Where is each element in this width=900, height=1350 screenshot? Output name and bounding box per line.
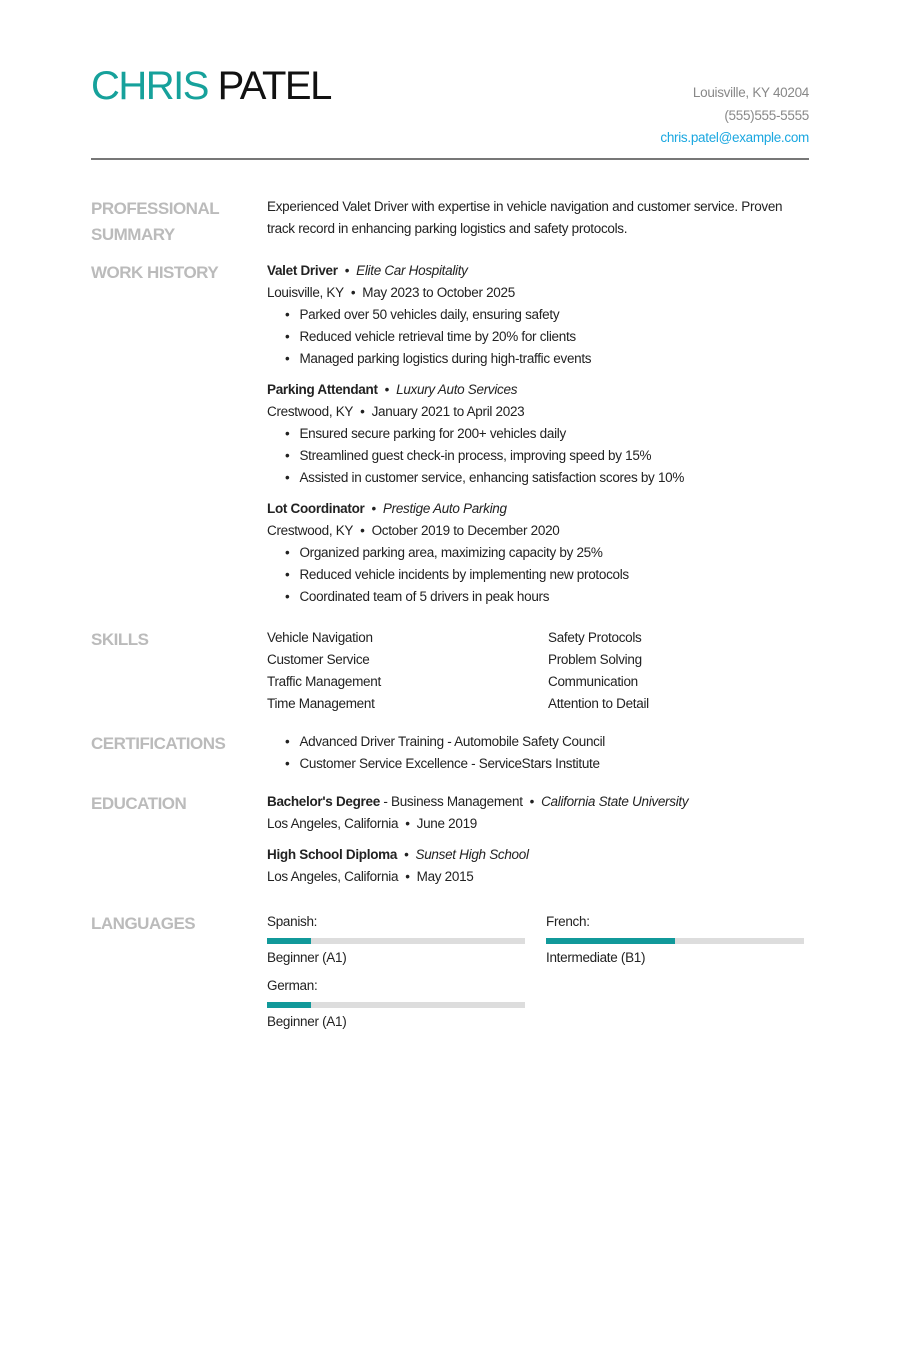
separator-dot: • — [404, 847, 409, 862]
proficiency-bar — [546, 938, 804, 944]
education-entry — [267, 791, 809, 835]
skill-item: Traffic Management — [267, 674, 381, 689]
education-meta — [267, 866, 809, 888]
separator-dot: • — [529, 794, 535, 809]
language-item — [267, 975, 525, 1033]
work-history-section — [91, 260, 809, 617]
separator-dot: • — [350, 285, 356, 300]
certifications-section — [91, 731, 809, 775]
job-heading — [267, 498, 809, 520]
skills-list — [267, 627, 809, 715]
language-level: Beginner (A1) — [267, 950, 347, 965]
job-dates: May 2023 to October 2025 — [362, 285, 515, 300]
bullet-item: • Coordinated team of 5 drivers in peak hours — [285, 586, 809, 608]
summary-section — [91, 196, 809, 248]
degree: Bachelor's Degree — [267, 794, 380, 809]
job-title: Parking Attendant — [267, 382, 378, 397]
bullet-item: • Assisted in customer service, enhancing satisfaction scores by 10% — [285, 467, 809, 489]
proficiency-fill — [267, 1002, 311, 1008]
jobs-list — [267, 260, 809, 617]
location: Louisville, KY 40204 — [692, 85, 809, 100]
languages-section — [91, 911, 809, 1033]
job-title: Valet Driver — [267, 263, 338, 278]
company-name: Luxury Auto Services — [396, 382, 518, 397]
bullet-item: • Parked over 50 vehicles daily, ensuring safety — [285, 304, 809, 326]
language-name: French: — [546, 914, 590, 929]
job-location: Crestwood, KY — [267, 404, 354, 419]
company-name: Elite Car Hospitality — [356, 263, 468, 278]
job-dates: January 2021 to April 2023 — [371, 404, 525, 419]
separator-dot: • — [405, 869, 410, 884]
school-name: Sunset High School — [415, 847, 529, 862]
skills-section — [91, 627, 809, 715]
language-level: Beginner (A1) — [267, 1014, 347, 1029]
skill-item: Communication — [548, 674, 638, 689]
bullet-item: • Managed parking logistics during high-traffic events — [285, 348, 809, 370]
job-bullets — [267, 304, 809, 370]
skill-item: Problem Solving — [548, 652, 642, 667]
education-list — [267, 791, 809, 897]
field-of-study: - Business Management — [379, 794, 523, 809]
job-bullets — [267, 423, 809, 489]
contact-info — [660, 82, 809, 150]
language-level: Intermediate (B1) — [546, 950, 646, 965]
skill-item: Safety Protocols — [548, 630, 642, 645]
languages-list — [267, 911, 809, 1033]
bullet-item: • Ensured secure parking for 200+ vehicles daily — [285, 423, 809, 445]
language-name: Spanish: — [267, 914, 318, 929]
first-name: CHRIS — [91, 64, 208, 108]
section-label: CERTIFICATIONS — [91, 734, 226, 753]
language-item — [267, 911, 525, 969]
job-entry — [267, 379, 809, 489]
skill-item: Attention to Detail — [548, 696, 649, 711]
job-entry — [267, 260, 809, 370]
last-name: PATEL — [217, 64, 331, 108]
proficiency-fill — [546, 938, 675, 944]
education-heading — [267, 844, 809, 866]
language-item — [546, 911, 804, 969]
job-meta — [267, 401, 809, 423]
separator-dot: • — [384, 382, 390, 397]
section-label: LANGUAGES — [91, 914, 196, 933]
proficiency-bar — [267, 1002, 525, 1008]
graduation-date: June 2019 — [416, 816, 477, 831]
skill-item: Vehicle Navigation — [267, 630, 373, 645]
email-link[interactable]: chris.patel@example.com — [660, 130, 809, 145]
job-title: Lot Coordinator — [267, 501, 365, 516]
section-label: SKILLS — [91, 630, 149, 649]
job-location: Crestwood, KY — [267, 523, 354, 538]
candidate-name — [91, 62, 331, 110]
education-section — [91, 791, 809, 897]
job-meta — [267, 282, 809, 304]
separator-dot: • — [344, 263, 350, 278]
separator-dot: • — [371, 501, 376, 516]
section-label: EDUCATION — [91, 794, 187, 813]
summary-text: Experienced Valet Driver with expertise in vehicle navigation and customer service. Proven track record in enhancing parking logistics and safety protocols. — [267, 199, 783, 236]
proficiency-fill — [267, 938, 311, 944]
education-heading — [267, 791, 809, 813]
separator-dot: • — [360, 523, 365, 538]
job-dates: October 2019 to December 2020 — [371, 523, 560, 538]
job-heading — [267, 260, 809, 282]
separator-dot: • — [405, 816, 410, 831]
section-label: PROFESSIONAL SUMMARY — [91, 199, 219, 244]
education-entry — [267, 844, 809, 888]
certifications-list — [267, 731, 809, 775]
skill-item: Time Management — [267, 696, 375, 711]
company-name: Prestige Auto Parking — [382, 501, 507, 516]
separator-dot: • — [360, 404, 365, 419]
phone: (555)555-5555 — [724, 107, 809, 123]
certification-item: • Advanced Driver Training - Automobile Safety Council — [285, 731, 809, 753]
resume-page — [91, 0, 809, 1033]
education-location: Los Angeles, California — [267, 869, 399, 884]
job-heading — [267, 379, 809, 401]
bullet-item: • Streamlined guest check-in process, improving speed by 15% — [285, 445, 809, 467]
school-name: California State University — [541, 794, 689, 809]
language-name: German: — [267, 978, 318, 993]
job-location: Louisville, KY — [267, 285, 344, 300]
job-entry — [267, 498, 809, 608]
degree: High School Diploma — [267, 847, 398, 862]
job-meta — [267, 520, 809, 542]
bullet-item: • Reduced vehicle retrieval time by 20% for clients — [285, 326, 809, 348]
education-meta — [267, 813, 809, 835]
bullet-item: • Reduced vehicle incidents by implementing new protocols — [285, 564, 809, 586]
section-label: WORK HISTORY — [91, 263, 219, 282]
resume-header — [91, 0, 809, 160]
graduation-date: May 2015 — [416, 869, 474, 884]
job-bullets — [267, 542, 809, 608]
bullet-item: • Organized parking area, maximizing capacity by 25% — [285, 542, 809, 564]
certification-item: • Customer Service Excellence - ServiceStars Institute — [285, 753, 809, 775]
proficiency-bar — [267, 938, 525, 944]
skill-item: Customer Service — [267, 652, 370, 667]
education-location: Los Angeles, California — [267, 816, 399, 831]
